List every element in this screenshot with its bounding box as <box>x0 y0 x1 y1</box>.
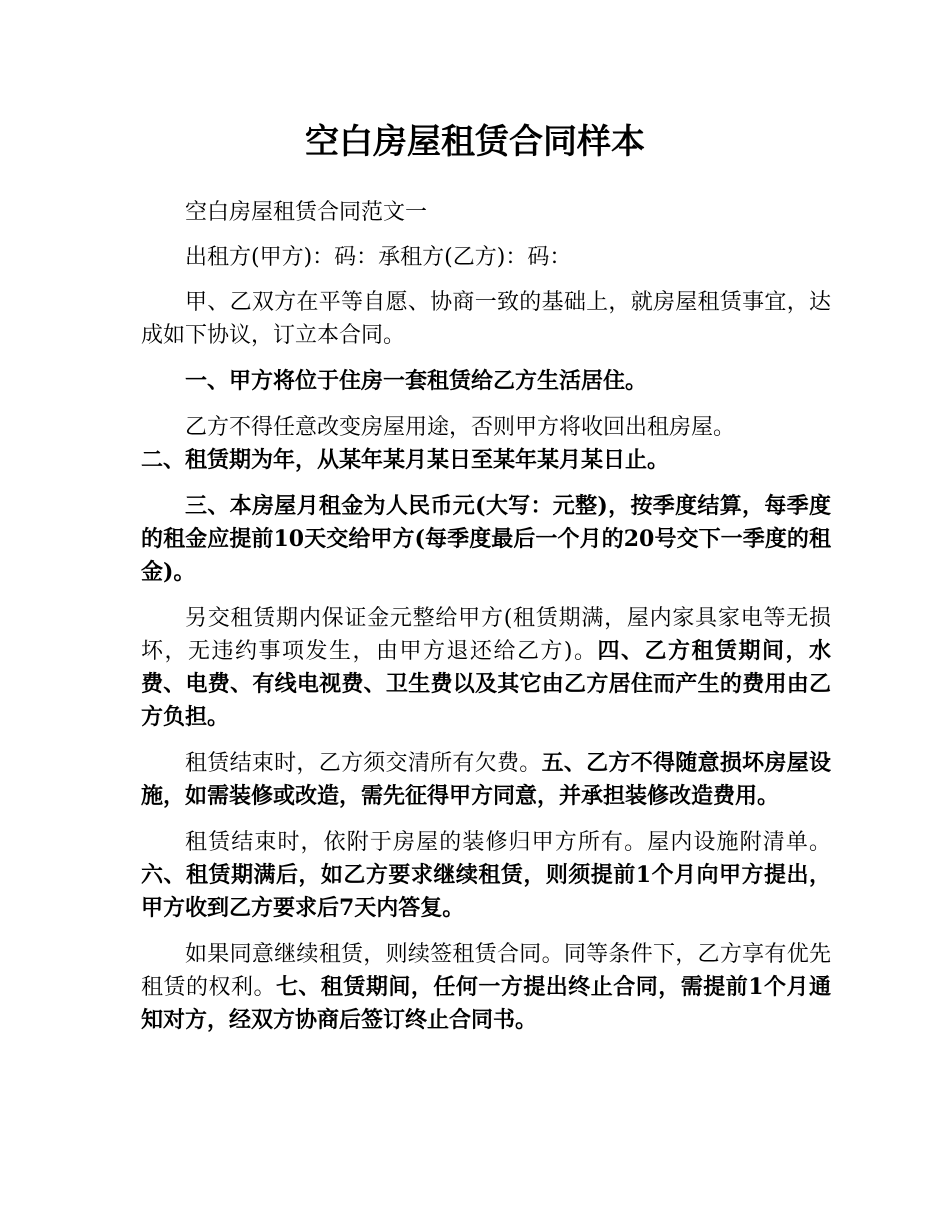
clause-heading <box>141 444 831 477</box>
clause-text: 一、甲方将位于住房一套租赁给乙方生活居住。 <box>185 368 648 394</box>
clause-text: 六、租赁期满后，如乙方要求继续租赁，则须提前1个月向甲方提出，甲方收到乙方要求后7天内答复。 <box>141 862 831 921</box>
paragraph <box>141 196 831 229</box>
clause-text: 二、租赁期为年，从某年某月某日至某年某月某日止。 <box>141 447 670 473</box>
paragraph-text: 租赁结束时，依附于房屋的装修归甲方所有。屋内设施附清单。 <box>185 830 831 855</box>
clause-paragraph <box>141 490 831 589</box>
document-title: 空白房屋租赁合同样本 <box>305 122 645 162</box>
paragraph <box>141 411 831 444</box>
clause-text: 七、租赁期间，任何一方提出终止合同，需提前1个月通知对方，经双方协商后签订终止合同书。 <box>141 974 831 1033</box>
clause-text: 四、乙方租赁期间，水费、电费、有线电视费、卫生费以及其它由乙方居住而产生的费用由乙方负担。 <box>141 638 831 730</box>
clause-heading <box>141 365 831 398</box>
paragraph-text: 乙方不得任意改变房屋用途，否则甲方将收回出租房屋。 <box>185 415 736 440</box>
paragraph <box>141 747 831 813</box>
paragraph <box>141 602 831 734</box>
clause-text: 三、本房屋月租金为人民币元(大写：元整)，按季度结算，每季度的租金应提前10天交给甲方(每季度最后一个月的20号交下一季度的租金)。 <box>141 493 831 585</box>
paragraph <box>141 286 831 352</box>
paragraph-text: 甲、乙双方在平等自愿、协商一致的基础上，就房屋租赁事宜，达成如下协议，订立本合同。 <box>141 290 831 348</box>
paragraph-text: 空白房屋租赁合同范文一 <box>185 200 428 225</box>
paragraph-text: 出租方(甲方)：码：承租方(乙方)：码： <box>185 245 572 270</box>
paragraph-text: 租赁结束时，乙方须交清所有欠费。 <box>185 751 542 776</box>
clause-text: 五、乙方不得随意损坏房屋设施，如需装修或改造，需先征得甲方同意，并承担装修改造费用。 <box>141 750 831 809</box>
paragraph-text: 另交租赁期内保证金元整给甲方(租赁期满，屋内家具家电等无损坏，无违约事项发生，由甲方退还给乙方)。 <box>141 606 831 664</box>
paragraph <box>141 826 831 925</box>
paragraph <box>141 938 831 1037</box>
paragraph <box>141 241 831 274</box>
paragraph-text: 如果同意继续租赁，则续签租赁合同。同等条件下，乙方享有优先租赁的权利。 <box>141 942 831 1000</box>
document-body <box>141 196 831 1037</box>
